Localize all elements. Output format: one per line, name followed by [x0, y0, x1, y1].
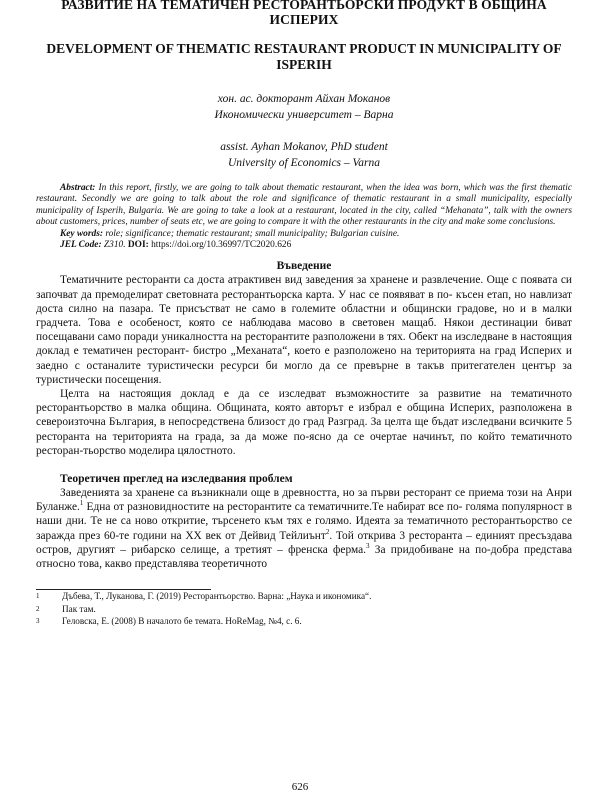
jel-code: Z310. [101, 240, 126, 251]
footnotes [36, 590, 572, 627]
theory-text-c: . Той открива 3 ресторанта – единият пресъздава остров, другият – рибарско селище, а третият – френска ферма. [36, 529, 572, 556]
author-block-bulgarian [36, 91, 572, 123]
abstract-text: In this report, firstly, we are going to talk about thematic restaurant, when the idea was born, which was the first thematic restaurant. Secondly we are going to talk about the role and significance of thematic restaurant in a small municipality, especially municipality of Isperih, Bulgaria. We are going to take a look at a restaurant, located in the city, called “Mehanata”, talk with the owners about customers, prices, number of seats etc, we are going to compare it with the other restaurants in the city and make some conclusions. [36, 183, 572, 228]
jel-doi-line [36, 240, 572, 251]
author-name-en: assist. Ayhan Mokanov, PhD student [220, 141, 388, 153]
page-number: 626 [291, 781, 309, 793]
theory-text-b: Една от разновидностите на ресторантите са тематичните.Те набират все по- голяма популярност в наши дни. Те не са ново откритие, търсенето към тях е голямо. Идеята за тематичното ресторантьорство се заражда през 60-те години на XX век от Дейвид Тейлиънт [36, 501, 572, 542]
title-bulgarian: РАЗВИТИЕ НА ТЕМАТИЧЕН РЕСТОРАНТЬОРСКИ ПРОДУКТ В ОБЩИНА ИСПЕРИХ [61, 0, 547, 27]
title-english: DEVELOPMENT OF THEMATIC RESTAURANT PRODUCT IN MUNICIPALITY OF ISPERIH [46, 41, 562, 72]
doi-link[interactable]: https://doi.org/10.36997/TC2020.626 [148, 240, 292, 251]
author-affiliation-en: University of Economics – Varna [227, 157, 381, 169]
author-block-english [36, 139, 572, 171]
keywords-label: Key words: [60, 228, 103, 239]
theory-text-d: За придобиване на по-добра представа относно това, какво представлява теоретичното [36, 543, 572, 571]
footnote-item [36, 615, 572, 627]
intro-paragraph-2: Целта на настоящия доклад е да се изследват възможностите за развитие на тематичното ресторантьорство в малка община. Общината, която авторът е избрал е община Исперих, разположена в североизточна България, в непосредствена близост до град Разград. За целта ще бъдат изследвани всичките 5 ресторанта на територията на града, за да може по-ясно да се очертае начинът, по който тематичното ресторан-тьорство моделира цялостното. [36, 388, 572, 457]
footnote-number: 2 [36, 604, 40, 613]
jel-label: JEL Code: [60, 240, 102, 251]
footnote-text: Дъбева, Т., Луканова, Г. (2019) Ресторантьорство. Варна: „Наука и икономика“. [62, 591, 372, 602]
footnote-ref-2[interactable]: 2 [325, 527, 330, 536]
intro-paragraph-1: Тематичните ресторанти са доста атрактивен вид заведения за хранене и развлечение. Още с появата си започват да премоделират световната ресторантьорска карта. У нас се появяват в по- късен етап, но навлизат доста силно на пазара. Те присъстват не само в големите областни и общински градове, но и в малки градчета. Това е особеност, която се наблюдава масово в световен мащаб. Някои дестинации биват посещавани само поради уникалността на ресторантите разположени в тях. Обект на изследване в настоящия доклад е тематичен ресторант- бистро „Механата“, което е разположено на територията на град Исперих и заедно с останалите туристически ресурси би могло да се превърне в такъв притегателен център за туристически посещения. [36, 274, 572, 386]
author-affiliation-bg: Икономически университет – Варна [214, 109, 394, 121]
keywords [36, 229, 572, 240]
footnote-ref-1[interactable]: 1 [79, 499, 84, 508]
footnote-text: Пак там. [62, 603, 96, 614]
theory-paragraph-1 [36, 486, 572, 571]
abstract [36, 183, 572, 229]
footnote-item [36, 603, 572, 615]
author-name-bg: хон. ас. докторант Айхан Моканов [217, 93, 391, 105]
doi-label: DOI: [125, 240, 149, 251]
footnote-ref-3[interactable]: 3 [366, 542, 370, 551]
section-heading-theory: Теоретичен преглед на изследвания проблем [60, 473, 293, 486]
abstract-label: Abstract: [60, 183, 96, 193]
keywords-text: role; significance; thematic restaurant; small municipality; Bulgarian cuisine. [102, 228, 400, 239]
footnote-text: Геловска, Е. (2008) В началото бе темата. HoReMag, №4, с. 6. [62, 616, 302, 627]
footnote-number: 3 [36, 617, 40, 626]
footnote-item [36, 590, 572, 602]
section-heading-introduction: Въведение [276, 260, 332, 273]
footnote-number: 1 [36, 592, 40, 601]
theory-text-a: Заведенията за хранене са възникнали още в древността, но за първи ресторант се приема този на Анри Буланже. [36, 487, 572, 514]
